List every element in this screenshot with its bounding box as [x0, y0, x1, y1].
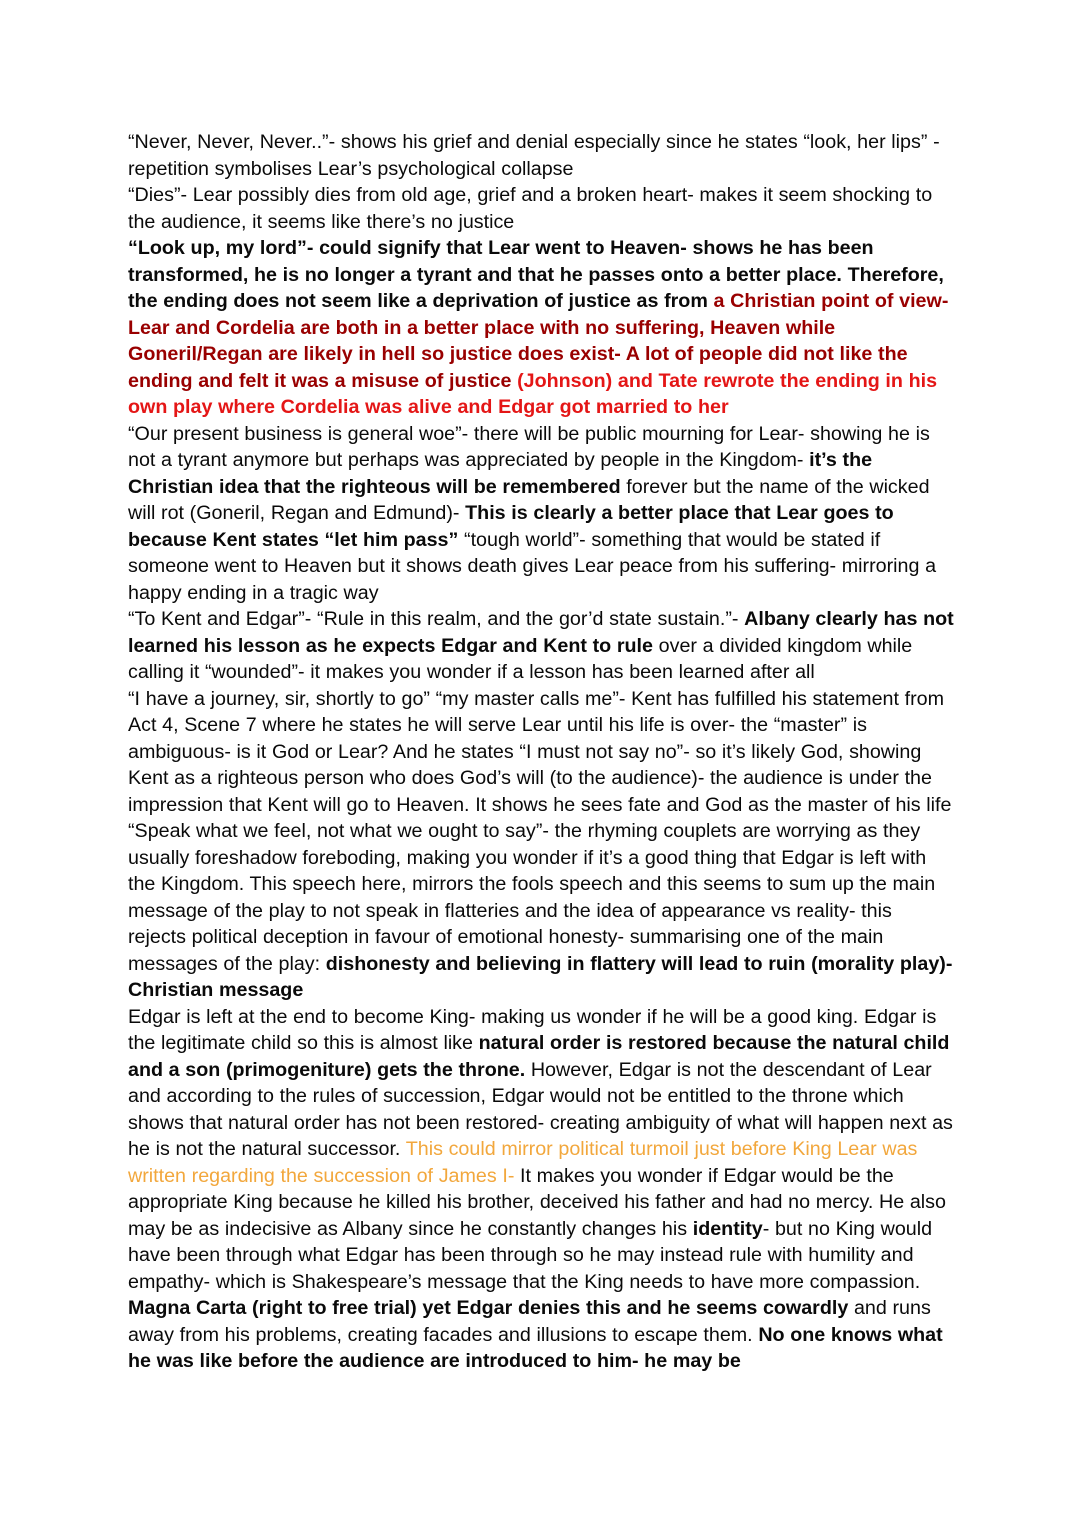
- document-body: [128, 129, 954, 1375]
- text-run: identity: [692, 1217, 763, 1240]
- text-run: “Our present business is general woe”- there will be public mourning for Lear- showing he is not a tyrant anymore but perhaps was appreciated by people in the Kingdom-: [128, 422, 930, 471]
- paragraph: [128, 606, 954, 686]
- text-run: forever but the name of the wicked will rot (Goneril, Regan and Edmund)-: [128, 475, 930, 524]
- text-run: - but no King would have been through what Edgar has been through so he may instead rule with humility and empathy- which is Shakespeare’s message that the King needs to have more compassion.: [128, 1217, 933, 1293]
- paragraph: [128, 1004, 954, 1375]
- text-run: “Dies”- Lear possibly dies from old age, grief and a broken heart- makes it seem shocking to the audience, it seems like there’s no justice: [128, 184, 933, 233]
- text-run: “tough world”- something that would be stated if someone went to Heaven but it shows death gives Lear peace from his suffering- mirroring a happy ending in a tragic way: [128, 528, 937, 604]
- text-run: Magna Carta (right to free trial) yet Edgar denies this and he seems cowardly: [128, 1297, 854, 1319]
- text-run: “I have a journey, sir, shortly to go” “my master calls me”- Kent has fulfilled his statement from Act 4, Scene 7 where he states he will serve Lear until his life is over- the “master” is ambiguous- is it God or Lear? And he states “I must not say no”- so it’s likely God, showing Kent as a righteous person who does God’s will (to the audience)- the audience is under the impression that Kent will go to Heaven. It shows he sees fate and God as the master of his life: [128, 687, 952, 816]
- paragraph: [128, 182, 954, 235]
- text-run: and runs away from his problems, creating facades and illusions to escape them.: [128, 1297, 931, 1346]
- text-run: a Christian point of view- Lear and Cordelia are both in a better place with no suffering, Heaven while Goneril/Regan are likely in hell so justice does exist- A lot of people did not like the ending and felt it was a misuse of justice: [128, 290, 949, 392]
- text-run: natural order is restored because the natural child and a son (primogeniture) gets the throne.: [128, 1032, 950, 1081]
- text-run: “Speak what we feel, not what we ought to say”- the rhyming couplets are worrying as they usually foreshadow foreboding, making you wonder if it’s a good thing that Edgar is left with the Kingdom. This speech here, mirrors the fools speech and this seems to sum up the main message of the play to not speak in flatteries and the idea of appearance vs reality- this rejects political deception in favour of emotional honesty- summarising one of the main messages of the play:: [128, 820, 936, 975]
- text-run: it’s the Christian idea that the righteous will be remembered: [128, 449, 873, 498]
- text-run: dishonesty and believing in flattery will lead to ruin (morality play)- Christian message: [128, 952, 953, 1001]
- paragraph: [128, 421, 954, 607]
- text-run: However, Edgar is not the descendant of Lear and according to the rules of succession, Edgar would not be entitled to the throne which shows that natural order has not been restored- creating ambiguity of what will happen next as he is not the natural successor.: [128, 1058, 953, 1160]
- text-run: (Johnson) and Tate rewrote the ending in his own play where Cordelia was alive and Edgar got married to her: [128, 369, 938, 418]
- text-run: This is clearly a better place that Lear goes to because Kent states “let him pass”: [128, 502, 894, 551]
- paragraph: [128, 686, 954, 819]
- paragraph: [128, 235, 954, 421]
- text-run: It makes you wonder if Edgar would be the appropriate King because he killed his brother, deceived his father and had no mercy. He also may be as indecisive as Albany since he constantly changes his: [128, 1164, 946, 1240]
- paragraph: [128, 129, 954, 182]
- text-run: Edgar is left at the end to become King- making us wonder if he will be a good king. Edgar is the legitimate child so this is almost like: [128, 1005, 937, 1054]
- text-run: No one knows what he was like before the audience are introduced to him- he may be: [128, 1323, 943, 1372]
- paragraph: [128, 818, 954, 1004]
- text-run: This could mirror political turmoil just before King Lear was written regarding the succession of James I-: [128, 1138, 918, 1187]
- text-run: “Look up, my lord”- could signify that Lear went to Heaven- shows he has been transformed, he is no longer a tyrant and that he passes onto a better place. Therefore, the ending does not seem like a deprivation of justice as from: [128, 237, 944, 312]
- text-run: “Never, Never, Never..”- shows his grief and denial especially since he states “look, her lips” - repetition symbolises Lear’s psychological collapse: [128, 131, 940, 180]
- text-run: over a divided kingdom while calling it “wounded”- it makes you wonder if a lesson has been learned after all: [128, 634, 913, 683]
- text-run: Albany clearly has not learned his lesson as he expects Edgar and Kent to rule: [128, 608, 954, 657]
- text-run: “To Kent and Edgar”- “Rule in this realm, and the gor’d state sustain.”-: [128, 608, 745, 630]
